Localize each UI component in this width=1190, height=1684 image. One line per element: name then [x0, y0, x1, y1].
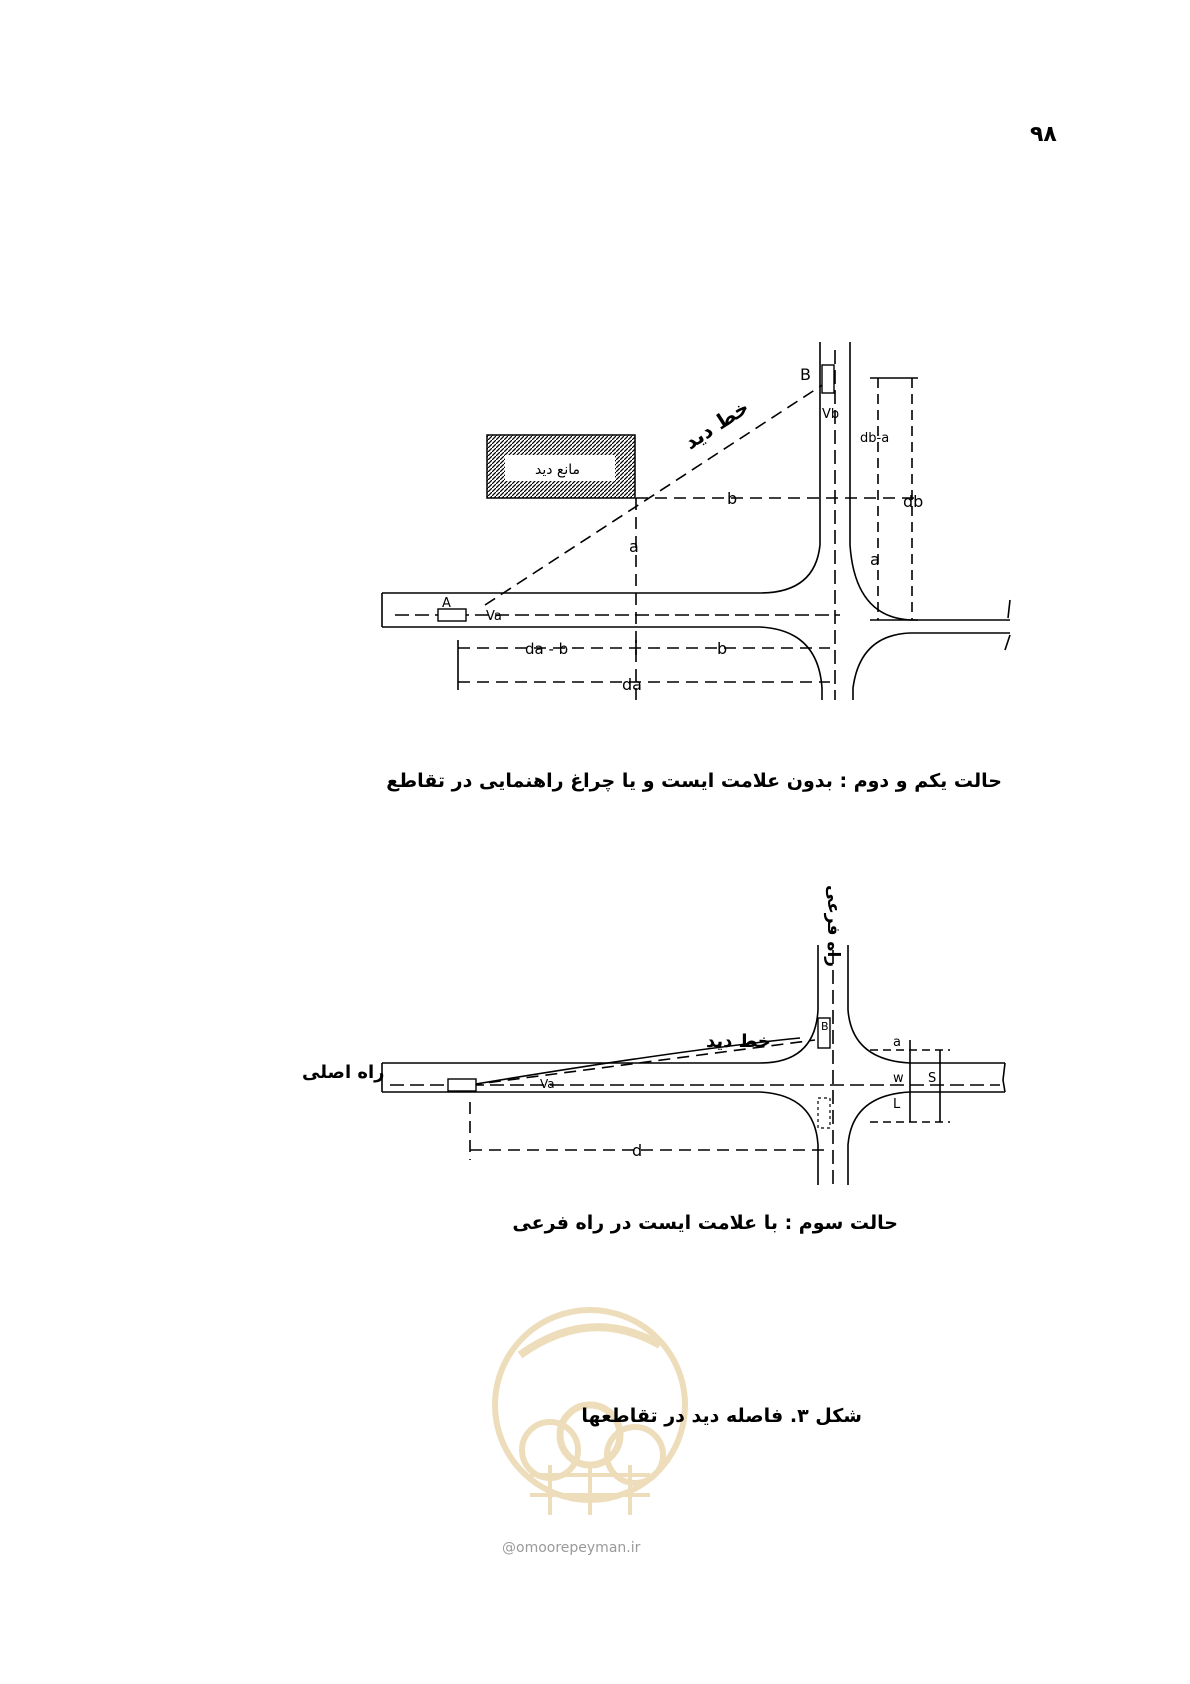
caption-case-1-2: حالت یکم و دوم : بدون علامت ایست و یا چراغ راهنمایی در تقاطع [386, 770, 1002, 792]
label-sight-line-2: خط دید [706, 1031, 771, 1052]
label-va-2: Va [540, 1077, 555, 1091]
label-obstruction: مانع دید [535, 462, 581, 478]
label-l: L [893, 1097, 901, 1112]
label-va: Va [486, 609, 502, 624]
label-b-vehicle-2: B [821, 1020, 829, 1033]
label-b-top: b [727, 489, 738, 508]
watermark-url: @omoorepeyman.ir [502, 1540, 641, 1556]
label-side-road: راه فرعی [823, 885, 843, 968]
vehicle-main-road [448, 1079, 476, 1091]
label-b-bottom: b [717, 639, 728, 658]
label-w: w [893, 1071, 904, 1086]
label-db-minus-a: db-a [860, 431, 890, 446]
label-da: da [622, 675, 642, 694]
label-a-right: a [870, 550, 880, 569]
caption-case-3: حالت سوم : با علامت ایست در راه فرعی [512, 1212, 898, 1234]
label-s: S [928, 1071, 937, 1086]
label-sight-line: خط دید [679, 394, 754, 455]
vehicle-side-road-ghost [818, 1098, 830, 1128]
label-da-minus-b: da - b [525, 640, 569, 658]
label-a-2: a [893, 1035, 901, 1050]
label-d: d [632, 1141, 643, 1160]
figure-caption: شکل ۳. فاصله دید در تقاطعها [581, 1405, 862, 1427]
label-a-vehicle: A [442, 596, 451, 611]
page-number: ۹۸ [1030, 122, 1057, 147]
figure-2-lines [382, 945, 1005, 1185]
label-main-road: راه اصلی [302, 1062, 385, 1083]
label-db: db [903, 492, 924, 511]
label-vb: Vb [822, 407, 840, 422]
label-a-left: a [629, 537, 639, 556]
label-b-vehicle: B [800, 365, 811, 384]
